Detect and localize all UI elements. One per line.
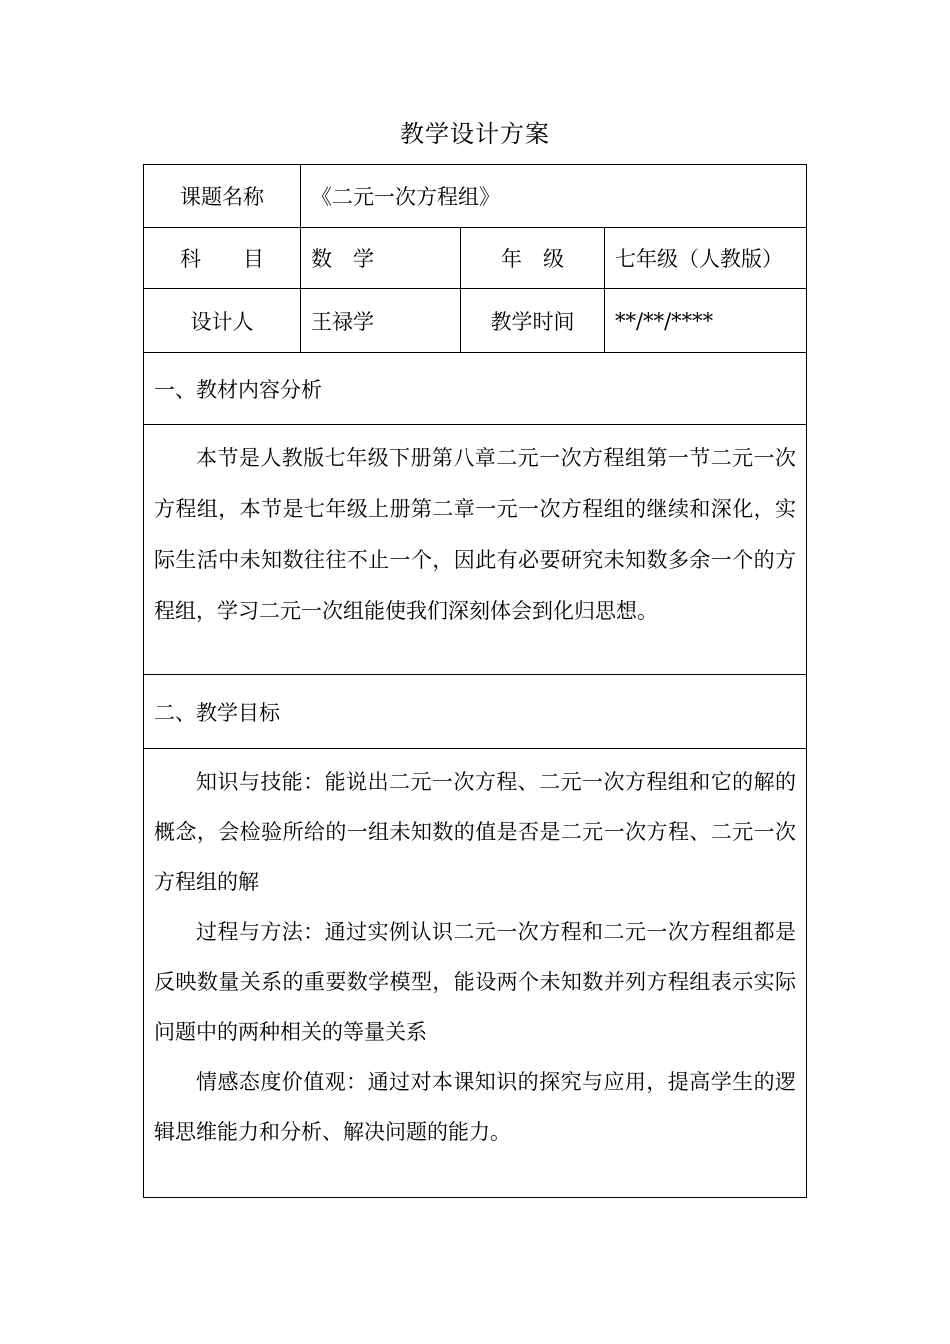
goal-knowledge: 知识与技能：能说出二元一次方程、二元一次方程组和它的解的概念，会检验所给的一组未知数的值是否是二元一次方程、二元一次方程组的解 <box>154 770 797 894</box>
goals-body <box>144 749 807 1198</box>
designer-value: 王禄学 <box>301 289 461 353</box>
goals-heading: 二、教学目标 <box>144 675 807 749</box>
topic-row <box>144 165 807 228</box>
analysis-body <box>144 425 807 675</box>
topic-label: 课题名称 <box>144 165 301 228</box>
analysis-heading-row <box>144 353 807 425</box>
designer-row <box>144 289 807 353</box>
grade-label: 年 级 <box>461 228 605 289</box>
analysis-heading: 一、教材内容分析 <box>144 353 807 425</box>
document-title: 教学设计方案 <box>400 120 550 148</box>
subject-value: 数 学 <box>301 228 461 289</box>
subject-row <box>144 228 807 289</box>
lesson-plan-table <box>143 164 807 1198</box>
goals-body-row <box>144 749 807 1198</box>
goal-emotion: 情感态度价值观：通过对本课知识的探究与应用，提高学生的逻辑思维能力和分析、解决问题的能力。 <box>154 1070 797 1144</box>
time-value: **/**/**** <box>605 289 807 353</box>
analysis-paragraph: 本节是人教版七年级下册第八章二元一次方程组第一节二元一次方程组，本节是七年级上册第二章一元一次方程组的继续和深化，实际生活中未知数往往不止一个，因此有必要研究未知数多余一个的方程组，学习二元一次组能使我们深刻体会到化归思想。 <box>154 446 797 623</box>
topic-value: 《二元一次方程组》 <box>301 165 807 228</box>
subject-label: 科 目 <box>144 228 301 289</box>
goals-heading-row <box>144 675 807 749</box>
grade-value: 七年级（人教版） <box>605 228 807 289</box>
designer-label: 设计人 <box>144 289 301 353</box>
time-label: 教学时间 <box>461 289 605 353</box>
goal-process: 过程与方法：通过实例认识二元一次方程和二元一次方程组都是反映数量关系的重要数学模型，能设两个未知数并列方程组表示实际问题中的两种相关的等量关系 <box>154 920 797 1044</box>
analysis-body-row <box>144 425 807 675</box>
